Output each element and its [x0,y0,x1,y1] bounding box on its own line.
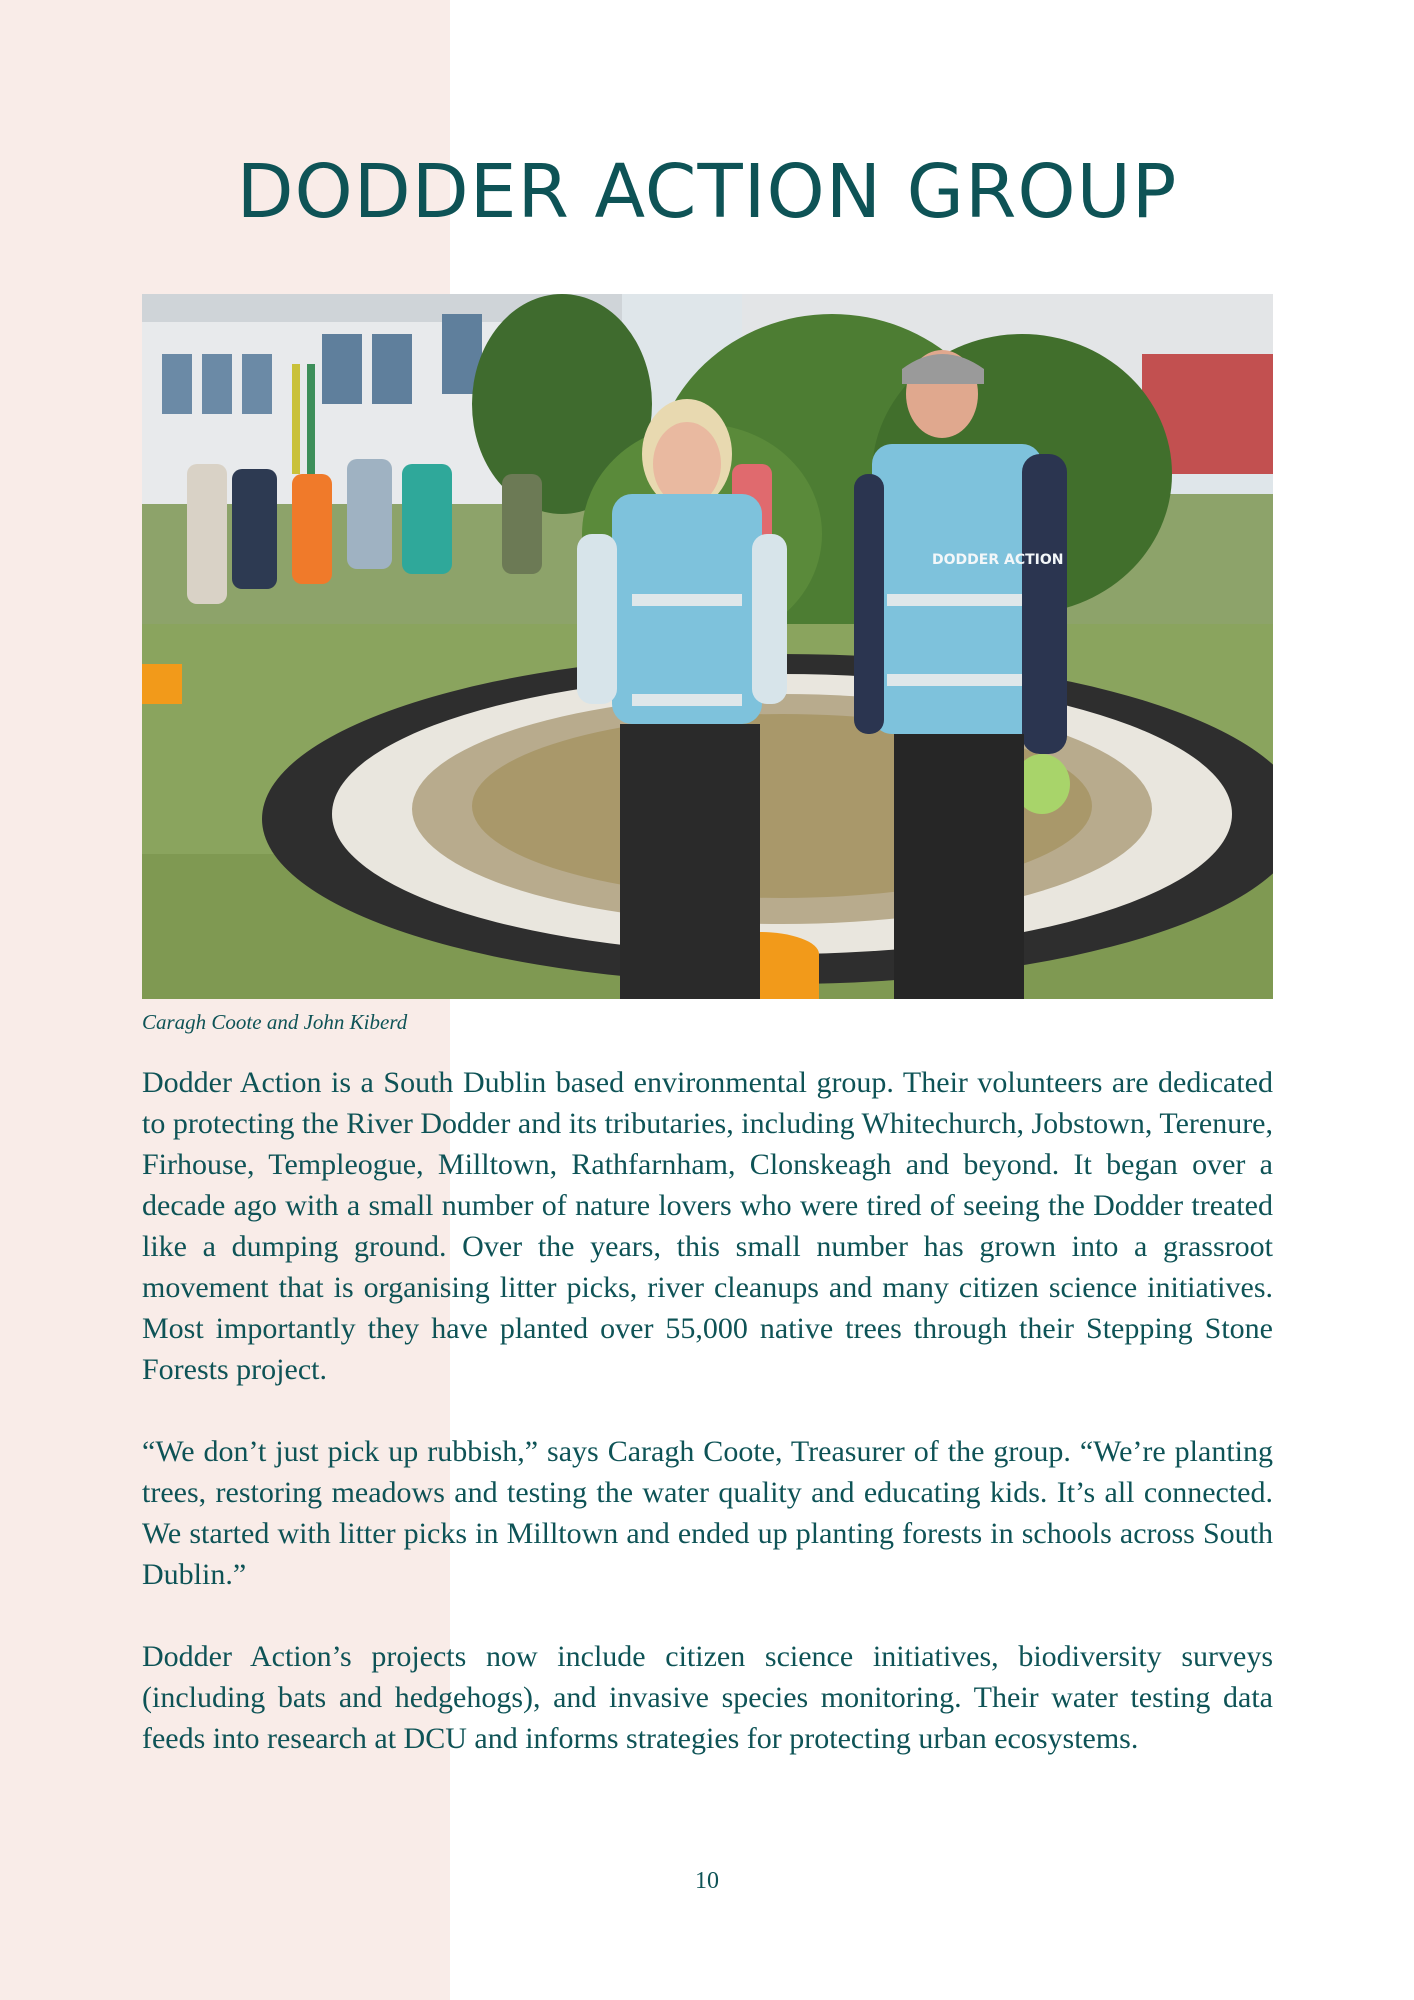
paragraph: Dodder Action is a South Dublin based environmental group. Their volunteers are dedicated to protecting the River Dodder and its tributaries, including Whitechurch, Jobstown, Terenure, Firhouse, Templeogue, Milltown, Rathfarnham, Clonskeagh and beyond. It began over a decade ago with a small number of nature lovers who were tired of seeing the Dodder treated like a dumping ground. Over the years, this small number has grown into a grassroot movement that is organising litter picks, river cleanups and many citizen science initiatives. Most importantly they have planted over 55,000 native trees through their Stepping Stone Forests project. [142,1066,1273,1386]
paragraph: Dodder Action’s projects now include citizen science initiatives, biodiversity surveys (including bats and hedgehogs), and invasive species monitoring. Their water testing data feeds into research at DCU and informs strategies for protecting urban ecosystems. [142,1640,1273,1755]
article-body [142,1062,1273,1800]
photo-caption: Caragh Coote and John Kiberd [142,1010,408,1034]
vest-text: DODDER ACTION [932,552,1064,568]
feature-photo [142,294,1273,999]
page-title: DODDER ACTION GROUP [236,149,1178,235]
page-number: 10 [695,1868,719,1894]
paragraph: “We don’t just pick up rubbish,” says Caragh Coote, Treasurer of the group. “We’re planting trees, restoring meadows and testing the water quality and educating kids. It’s all connected. We started with litter picks in Milltown and ended up planting forests in schools across South Dublin.” [142,1435,1273,1591]
